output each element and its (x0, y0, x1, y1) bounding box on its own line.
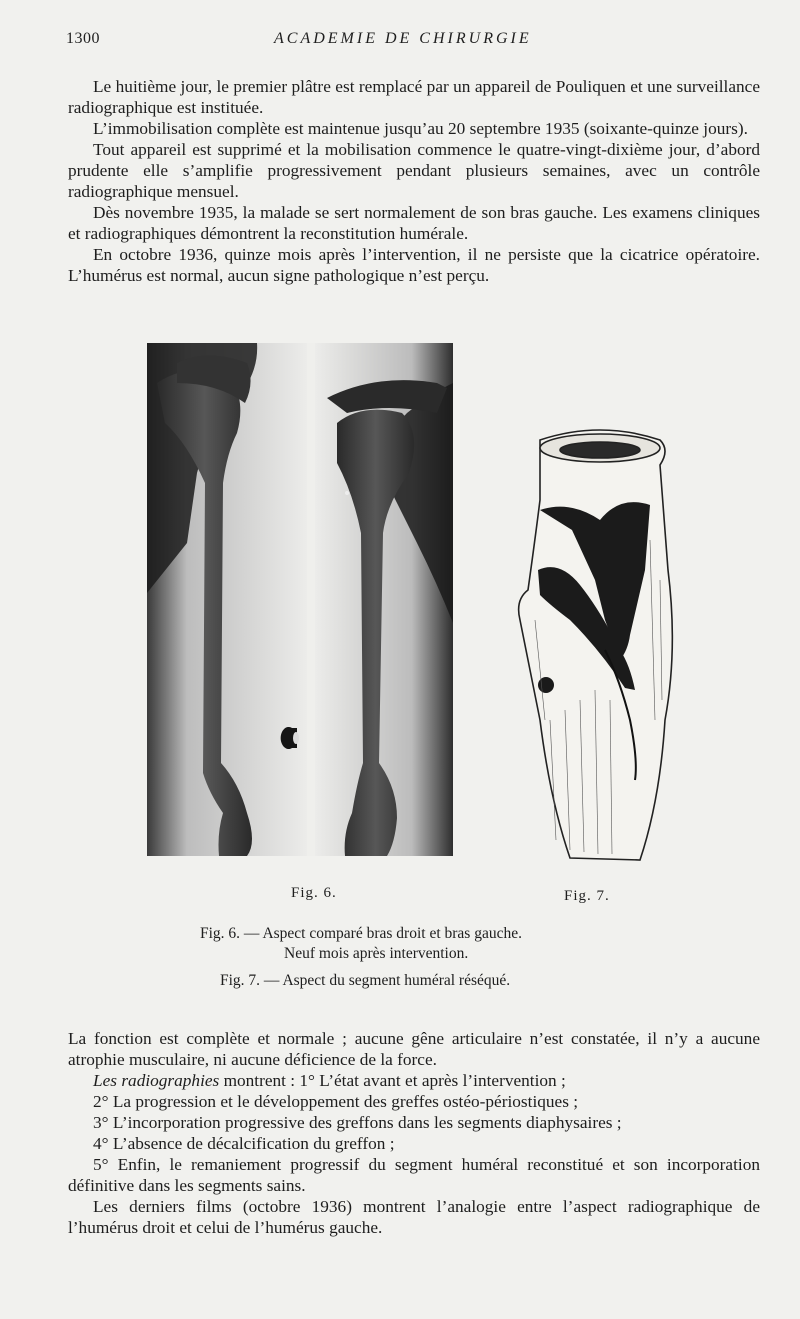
fig6-caption-line2: Neuf mois après intervention. (284, 945, 469, 962)
running-head: ACADEMIE DE CHIRURGIE (274, 30, 532, 47)
paragraph: En octobre 1936, quinze mois après l’intervention, il ne persiste que la cicatrice opératoire. L’humérus est normal, aucun signe pathologique n’est perçu. (68, 245, 760, 285)
fig7-humeral-segment-drawing (510, 420, 690, 865)
list-item: 3° L’incorporation progressive des greffons dans les segments diaphysaires ; (93, 1113, 622, 1132)
page-header (66, 30, 766, 54)
fig6-radiographs (147, 343, 453, 856)
paragraph: L’immobilisation complète est maintenue jusqu’au 20 septembre 1935 (soixante-quinze jours). (93, 119, 748, 138)
italic-term: Les radiographies (93, 1071, 220, 1090)
radiograph-right-arm (147, 343, 307, 856)
paragraph-rest: montrent : 1° L’état avant et après l’intervention ; (219, 1071, 566, 1090)
list-item: 5° Enfin, le remaniement progressif du segment huméral reconstitué et son incorporation définitive dans les segments sains. (68, 1155, 760, 1195)
fig7-caption: Fig. 7. — Aspect du segment huméral réséqué. (220, 972, 511, 989)
fig6-caption: Fig. 6. — Aspect comparé bras droit et bras gauche. (200, 925, 522, 942)
paragraph: La fonction est complète et normale ; aucune gêne articulaire n’est constatée, il n’y a aucune atrophie musculaire, ni aucune déficience de la force. (68, 1029, 760, 1069)
paragraph: Les derniers films (octobre 1936) montrent l’analogie entre l’aspect radiographique de l’humérus droit et celui de l’humérus gauche. (68, 1197, 760, 1237)
top-text (68, 76, 760, 286)
radiograph-left-arm (315, 343, 453, 856)
paragraph: Dès novembre 1935, la malade se sert normalement de son bras gauche. Les examens cliniques et radiographiques démontrent la reconstitution humérale. (68, 203, 760, 243)
bottom-text (68, 1028, 760, 1238)
fig6-label: Fig. 6. (291, 885, 337, 901)
list-item: 2° La progression et le développement des greffes ostéo-périostiques ; (93, 1092, 579, 1111)
list-item: 4° L’absence de décalcification du greffon ; (93, 1134, 395, 1153)
paragraph: Le huitième jour, le premier plâtre est remplacé par un appareil de Pouliquen et une surveillance radiographique est instituée. (68, 77, 760, 117)
paragraph (68, 1070, 760, 1091)
page-number: 1300 (66, 30, 100, 47)
fig7-label: Fig. 7. (564, 888, 610, 904)
paragraph: Tout appareil est supprimé et la mobilisation commence le quatre-vingt-dixième jour, d’abord prudente elle s’amplifie progressivement pendant plusieurs semaines, avec un contrôle radiographique mensuel. (68, 140, 760, 201)
